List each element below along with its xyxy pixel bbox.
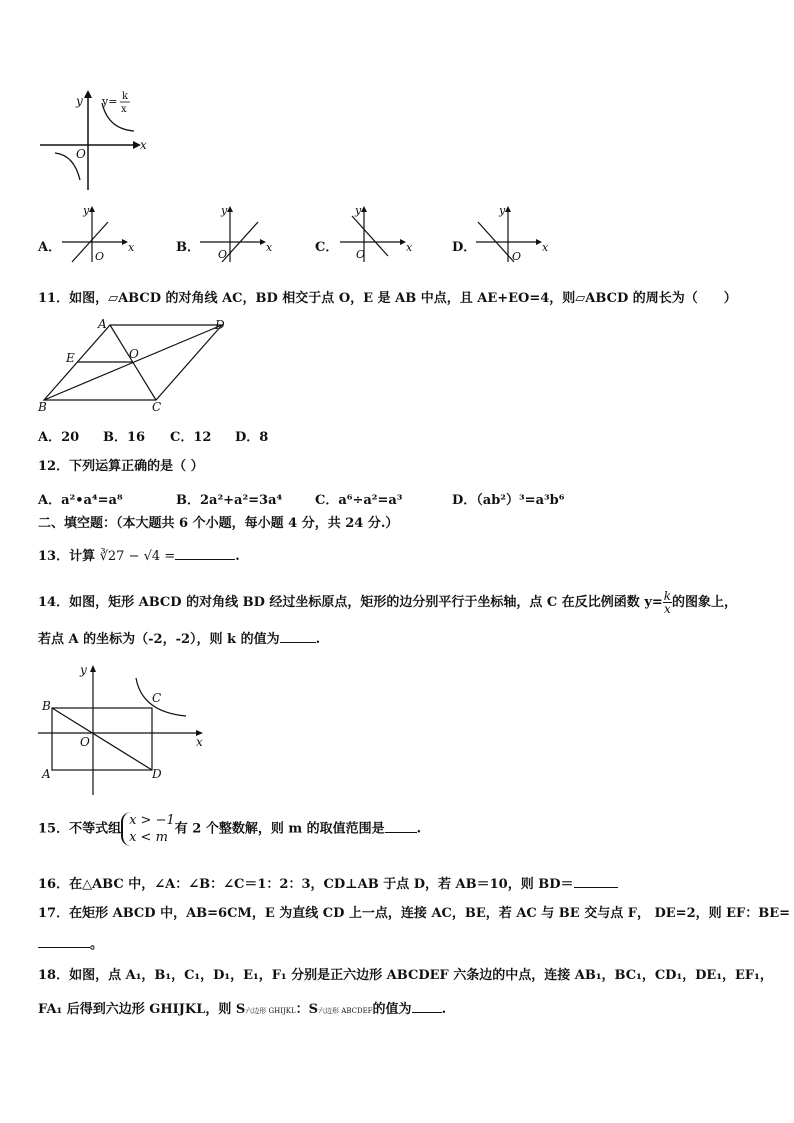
q14-rectangle-figure (34, 660, 209, 800)
svg-text:C: C (152, 400, 162, 414)
q15-blank[interactable] (385, 820, 417, 833)
q12-option-a[interactable]: A．a²•a⁴=a⁸ (38, 493, 123, 508)
svg-text:B: B (38, 400, 47, 414)
option-10-c-graph (336, 202, 416, 264)
q15: 15．不等式组 x > −1 x < m 有 2 个整数解，则 m 的取值范围是 . (38, 813, 422, 845)
q16-blank[interactable] (574, 875, 618, 888)
function-label: y= (102, 95, 118, 108)
svg-text:O: O (218, 248, 228, 261)
q14-line1: 14．如图，矩形 ABCD 的对角线 BD 经过坐标原点，矩形的边分别平行于坐标轴，点 C 在反比例函数 y= $\frac{k}{x}$ 的图象上， (38, 589, 738, 616)
svg-text:y: y (499, 204, 506, 217)
svg-text:y: y (83, 204, 90, 217)
option-10-c[interactable]: C． (315, 240, 339, 255)
svg-text:B: B (42, 699, 51, 713)
svg-text:x: x (196, 735, 203, 749)
q12-text: 12．下列运算正确的是（ ） (38, 459, 204, 474)
q11-parallelogram-figure (34, 316, 234, 416)
q13-blank[interactable] (175, 547, 235, 560)
frac-den: x (121, 104, 127, 115)
svg-text:O: O (129, 347, 139, 361)
svg-text:x: x (542, 241, 549, 254)
q11-text: 11．如图，▱ABCD 的对角线 AC，BD 相交于点 O，E 是 AB 中点，且 AE+EO=4，则▱ABCD 的周长为（ ） (38, 291, 737, 306)
svg-text:E: E (66, 351, 75, 365)
svg-text:A: A (42, 767, 51, 781)
option-10-b-graph (196, 202, 276, 264)
svg-text:x: x (266, 241, 273, 254)
svg-text:x: x (406, 241, 413, 254)
option-10-d-graph (472, 202, 552, 264)
q14-blank[interactable] (280, 630, 316, 643)
q11-option-c[interactable]: C．12 (170, 430, 212, 445)
q17-line1: 17．在矩形 ABCD 中，AB=6CM，E 为直线 CD 上一点，连接 AC，BE，若 AC 与 BE 交与点 F， DE=2，则 EF：BE= (38, 906, 791, 921)
option-10-a-graph (58, 202, 138, 264)
svg-text:C: C (152, 691, 162, 705)
section-2-heading: 二、填空题：（本大题共 6 个小题，每小题 4 分，共 24 分.） (38, 516, 399, 531)
q18-line1: 18．如图，点 A₁，B₁，C₁，D₁，E₁，F₁ 分别是正六边形 ABCDEF 六条边的中点，连接 AB₁，BC₁，CD₁，DE₁，EF₁， (38, 968, 773, 983)
svg-text:y: y (355, 204, 362, 217)
svg-text:x: x (128, 241, 135, 254)
svg-text:O: O (95, 250, 105, 263)
q11-option-a[interactable]: A．20 (38, 430, 80, 445)
q16: 16．在△ABC 中，∠A：∠B：∠C＝1：2：3，CD⊥AB 于点 D，若 AB＝10，则 BD＝ (38, 875, 618, 893)
q14-line2: 若点 A 的坐标为（-2，-2），则 k 的值为 . (38, 632, 321, 647)
q13: 13．计算 ∛27 − √4 = . (38, 549, 240, 564)
svg-text:y: y (80, 663, 87, 677)
q12-option-c[interactable]: C．a⁶÷a²=a³ (315, 493, 403, 508)
origin-label: O (76, 147, 86, 161)
frac-num: k (122, 91, 129, 102)
q17-blank[interactable] (38, 935, 90, 948)
axis-y-label: y (76, 94, 83, 108)
svg-text:D: D (215, 318, 225, 332)
svg-text:O: O (356, 248, 366, 261)
svg-text:O: O (512, 250, 522, 263)
q17-line2: 。 (38, 935, 103, 953)
svg-text:O: O (80, 735, 90, 749)
q11-option-b[interactable]: B．16 (103, 430, 146, 445)
svg-text:y: y (221, 204, 228, 217)
option-10-b[interactable]: B． (176, 240, 200, 255)
top-hyperbola-figure (38, 85, 158, 195)
option-10-d[interactable]: D． (452, 240, 477, 255)
q18-line2: FA₁ 后得到六边形 GHIJKL，则 S六边形 GHIJKL：S六边形 ABCDEF的值为 . (38, 1002, 447, 1017)
option-10-a[interactable]: A． (38, 240, 62, 255)
axis-x-label: x (140, 138, 147, 152)
svg-text:A: A (98, 317, 107, 331)
q12-option-d[interactable]: D．（ab²）³=a³b⁶ (452, 493, 565, 508)
q12-option-b[interactable]: B．2a²+a²=3a⁴ (176, 493, 283, 508)
q18-blank[interactable] (412, 1000, 442, 1013)
q11-option-d[interactable]: D．8 (235, 430, 269, 445)
svg-text:D: D (152, 767, 162, 781)
